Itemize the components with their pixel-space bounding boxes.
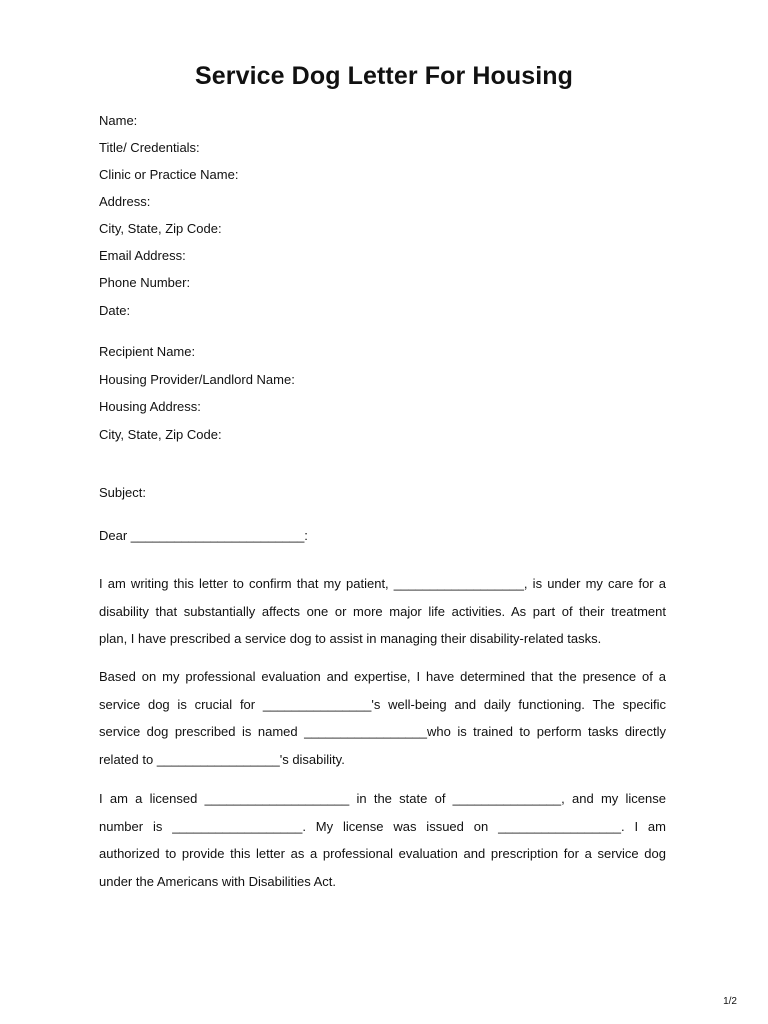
- paragraph-line: related to _________________'s disability.: [99, 751, 345, 767]
- field-landlord-name-label: Housing Provider/Landlord Name:: [99, 372, 295, 387]
- field-date-label: Date:: [99, 303, 131, 318]
- paragraph-line: disability that substantially affects one or more major life activities. As part of their treatment: [99, 603, 666, 619]
- page-number: 1/2: [723, 996, 737, 1007]
- salutation: Dear ________________________:: [99, 528, 308, 543]
- field-title-credentials-label: Title/ Credentials:: [99, 140, 200, 155]
- field-housing-address-label: Housing Address:: [99, 399, 201, 414]
- subject-label: Subject:: [99, 485, 146, 500]
- field-name-label: Name:: [99, 113, 138, 128]
- paragraph-line: Based on my professional evaluation and expertise, I have determined that the presence of a: [99, 669, 666, 684]
- paragraph-line: service dog prescribed is named _________________who is trained to perform tasks directly: [99, 724, 666, 739]
- paragraph-evaluation: [99, 669, 666, 779]
- paragraph-line: service dog is crucial for _______________'s well-being and daily functioning. The specific: [99, 696, 666, 712]
- field-city-state-zip-label: City, State, Zip Code:: [99, 221, 222, 236]
- field-email-label: Email Address:: [99, 248, 186, 263]
- paragraph-line: number is __________________. My license was issued on _________________. I am: [99, 818, 666, 834]
- paragraph-confirmation: [99, 576, 666, 659]
- paragraph-line: I am writing this letter to confirm that my patient, __________________, is under my care for a: [99, 576, 666, 591]
- paragraph-license: [99, 791, 666, 901]
- field-clinic-name-label: Clinic or Practice Name:: [99, 167, 239, 182]
- field-phone-label: Phone Number:: [99, 275, 191, 290]
- field-recipient-city-state-zip-label: City, State, Zip Code:: [99, 427, 222, 442]
- field-address-label: Address:: [99, 194, 151, 209]
- paragraph-line: I am a licensed ____________________ in the state of _______________, and my license: [99, 791, 666, 806]
- paragraph-line: under the Americans with Disabilities Act.: [99, 873, 336, 889]
- paragraph-line: authorized to provide this letter as a professional evaluation and prescription for a service dog: [99, 846, 666, 861]
- field-recipient-name-label: Recipient Name:: [99, 344, 196, 359]
- document-title: Service Dog Letter For Housing: [194, 62, 574, 90]
- paragraph-line: plan, I have prescribed a service dog to assist in managing their disability-related tasks.: [99, 631, 602, 646]
